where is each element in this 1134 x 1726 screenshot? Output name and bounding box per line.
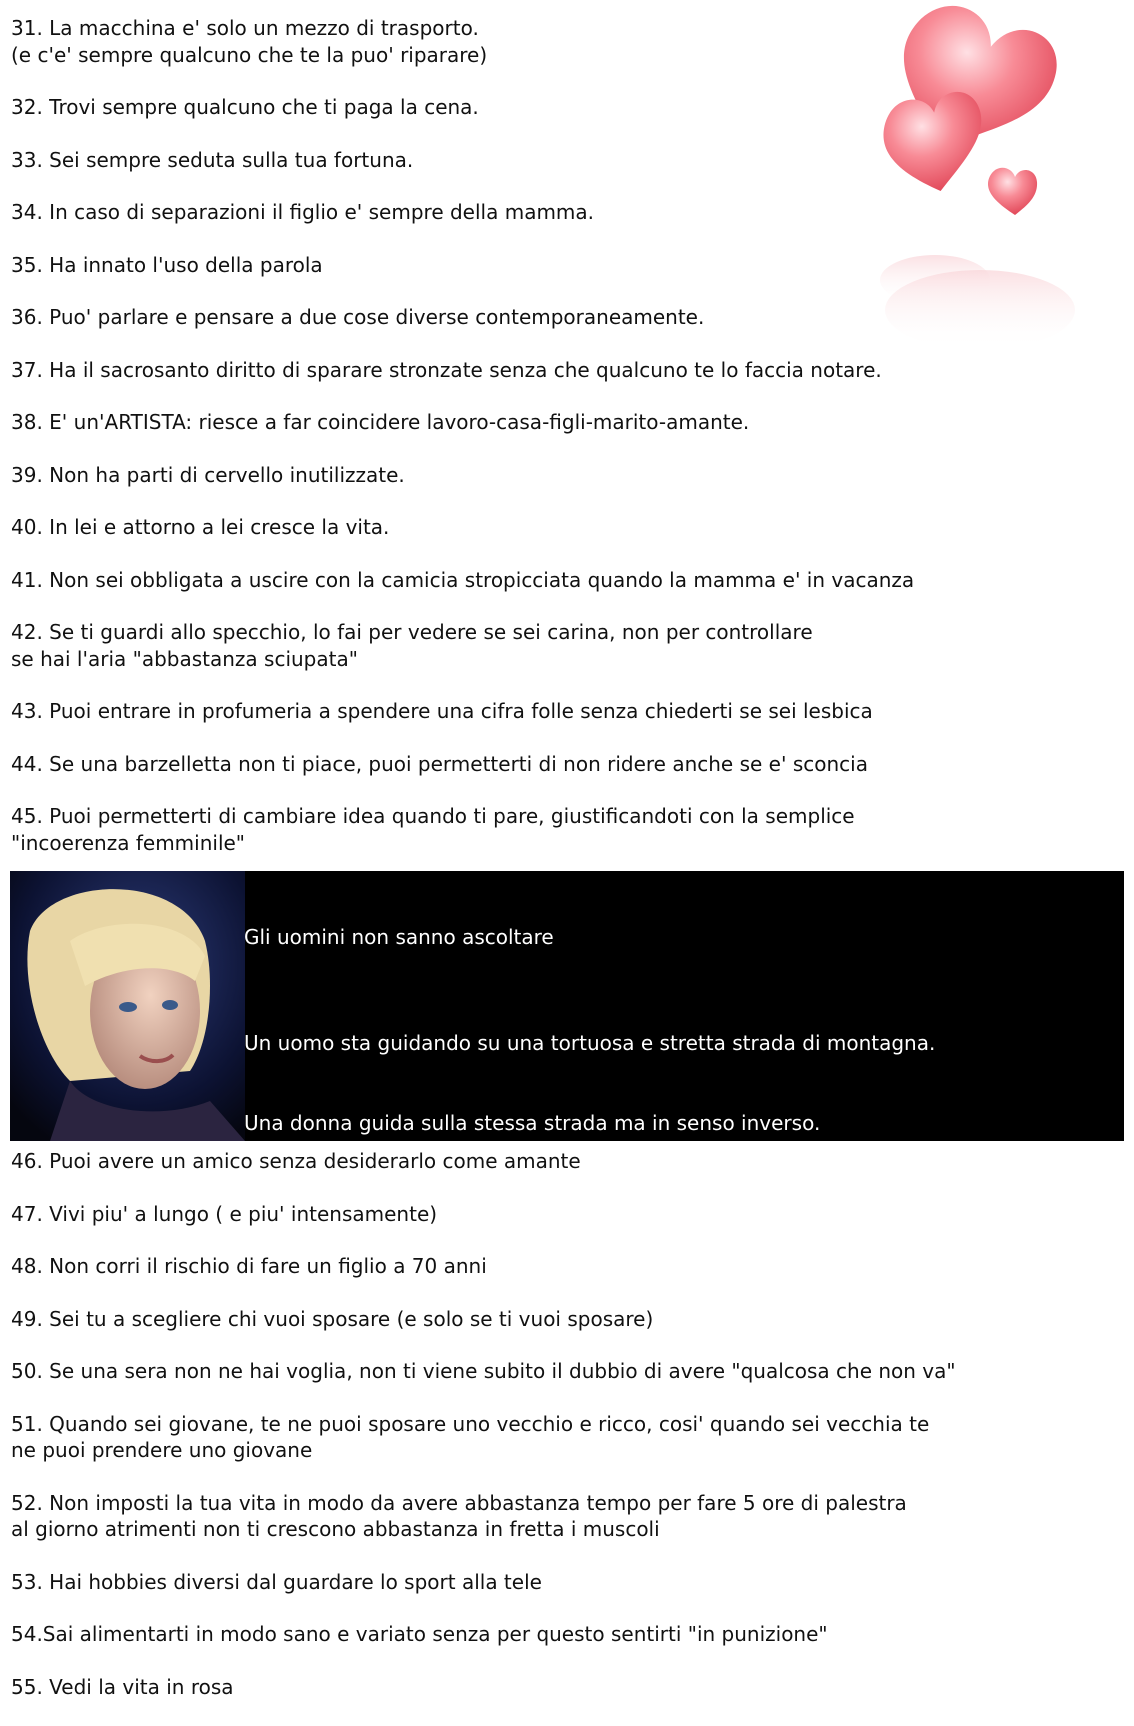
list-item-line: 43. Puoi entrare in profumeria a spendere una cifra folle senza chiederti se sei lesbica xyxy=(11,699,873,723)
list-item-line: 41. Non sei obbligata a uscire con la camicia stropicciata quando la mamma e' in vacanza xyxy=(11,567,915,592)
list-item xyxy=(11,147,914,174)
list-item xyxy=(11,1621,956,1648)
list-item xyxy=(11,619,914,672)
list-item-line: "incoerenza femminile" xyxy=(11,830,246,855)
list-item xyxy=(11,567,914,594)
story-text xyxy=(244,871,1114,1141)
list-item-line: 50. Se una sera non ne hai voglia, non ti viene subito il dubbio di avere "qualcosa che non va" xyxy=(11,1359,956,1383)
list-item xyxy=(11,803,914,856)
list-item-line: 48. Non corri il rischio di fare un figlio a 70 anni xyxy=(11,1254,487,1278)
list-item xyxy=(11,1253,956,1280)
list-item xyxy=(11,698,914,725)
list-item-line: 39. Non ha parti di cervello inutilizzate. xyxy=(11,462,405,487)
list-item-line: 35. Ha innato l'uso della parola xyxy=(11,252,323,277)
list-item-line: 33. Sei sempre seduta sulla tua fortuna. xyxy=(11,147,414,172)
list-item xyxy=(11,1358,956,1385)
pink-hearts-icon xyxy=(870,0,1120,355)
story-line: Una donna guida sulla stessa strada ma in senso inverso. xyxy=(244,1110,821,1135)
list-item-line: al giorno atrimenti non ti crescono abbastanza in fretta i muscoli xyxy=(11,1517,660,1541)
story-box xyxy=(10,871,1124,1141)
list-item xyxy=(11,357,914,384)
list-item-line: 32. Trovi sempre qualcuno che ti paga la cena. xyxy=(11,95,479,119)
list-item xyxy=(11,199,914,226)
reasons-list-31-45 xyxy=(11,15,914,882)
list-item-line: 55. Vedi la vita in rosa xyxy=(11,1674,234,1699)
list-item xyxy=(11,252,914,279)
reasons-list-46-55 xyxy=(11,1148,956,1726)
list-item-line: 45. Puoi permetterti di cambiare idea quando ti pare, giustificandoti con la semplice xyxy=(11,804,855,828)
list-item xyxy=(11,1148,956,1175)
list-item xyxy=(11,409,914,436)
list-item-line: 49. Sei tu a scegliere chi vuoi sposare (e solo se ti vuoi sposare) xyxy=(11,1306,654,1331)
list-item-line: 31. La macchina e' solo un mezzo di trasporto. xyxy=(11,16,479,40)
list-item xyxy=(11,1306,956,1333)
list-item-line: 36. Puo' parlare e pensare a due cose diverse contemporaneamente. xyxy=(11,305,705,329)
list-item-line: (e c'e' sempre qualcuno che te la puo' riparare) xyxy=(11,42,488,67)
list-item-line: se hai l'aria "abbastanza sciupata" xyxy=(11,646,358,671)
list-item-line: 51. Quando sei giovane, te ne puoi sposare uno vecchio e ricco, cosi' quando sei vecchia te xyxy=(11,1411,930,1436)
list-item-line: 38. E' un'ARTISTA: riesce a far coincidere lavoro-casa-figli-marito-amante. xyxy=(11,410,750,434)
list-item-line: 42. Se ti guardi allo specchio, lo fai per vedere se sei carina, non per controllare xyxy=(11,620,813,644)
list-item-line: 47. Vivi piu' a lungo ( e piu' intensamente) xyxy=(11,1201,438,1226)
list-item xyxy=(11,514,914,541)
list-item xyxy=(11,751,914,778)
list-item-line: 54.Sai alimentarti in modo sano e variato senza per questo sentirti "in punizione" xyxy=(11,1622,828,1646)
list-item-line: ne puoi prendere uno giovane xyxy=(11,1438,313,1462)
list-item xyxy=(11,1201,956,1228)
list-item xyxy=(11,1411,956,1464)
list-item-line: 53. Hai hobbies diversi dal guardare lo sport alla tele xyxy=(11,1569,542,1594)
list-item-line: 46. Puoi avere un amico senza desiderarlo come amante xyxy=(11,1149,581,1173)
woman-portrait-photo xyxy=(10,871,245,1141)
list-item-line: 44. Se una barzelletta non ti piace, puoi permetterti di non ridere anche se e' sconcia xyxy=(11,751,868,776)
list-item-line: 52. Non imposti la tua vita in modo da avere abbastanza tempo per fare 5 ore di palestra xyxy=(11,1490,907,1515)
list-item-line: 34. In caso di separazioni il figlio e' sempre della mamma. xyxy=(11,200,595,224)
story-title: Gli uomini non sanno ascoltare xyxy=(244,925,554,949)
list-item xyxy=(11,94,914,121)
list-item xyxy=(11,1490,956,1543)
list-item-line: 40. In lei e attorno a lei cresce la vita. xyxy=(11,515,390,539)
list-item xyxy=(11,304,914,331)
list-item xyxy=(11,462,914,489)
list-item xyxy=(11,1674,956,1701)
list-item xyxy=(11,1569,956,1596)
list-item-line: 37. Ha il sacrosanto diritto di sparare stronzate senza che qualcuno te lo faccia notare. xyxy=(11,357,882,382)
list-item xyxy=(11,15,914,68)
story-line: Un uomo sta guidando su una tortuosa e stretta strada di montagna. xyxy=(244,1031,936,1055)
